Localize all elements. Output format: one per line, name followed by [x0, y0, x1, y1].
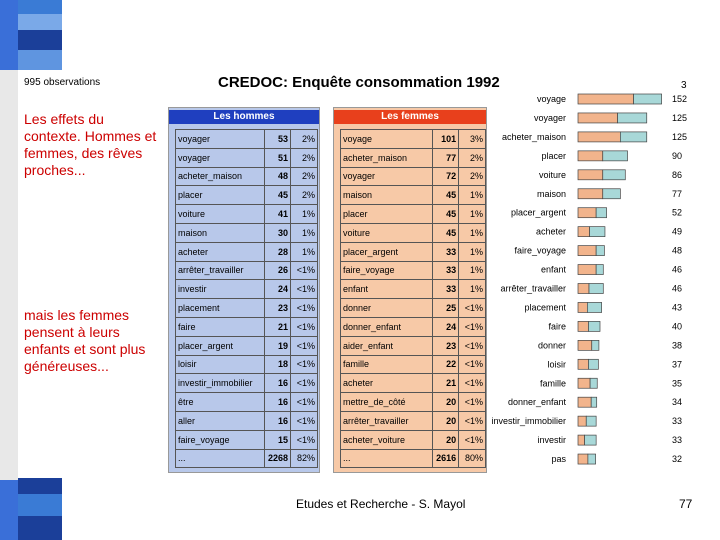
percent-cell: <1% [291, 430, 318, 449]
count-cell: 24 [433, 317, 459, 336]
word-cell: ... [176, 449, 265, 468]
table-row [341, 336, 486, 355]
count-cell: 18 [265, 355, 291, 374]
chart-category-label: voyage [536, 94, 566, 104]
table-row [341, 430, 486, 449]
table-row [176, 411, 318, 430]
bar-men [603, 170, 626, 180]
bar-women [578, 397, 591, 407]
bar-women [578, 113, 618, 123]
percent-cell: <1% [291, 411, 318, 430]
word-cell: voiture [341, 223, 433, 242]
percent-cell: 80% [459, 449, 486, 468]
bar-women [578, 189, 603, 199]
percent-cell: <1% [459, 355, 486, 374]
chart-category-label: enfant [540, 264, 566, 275]
bottom-decorative-blocks [18, 478, 62, 540]
count-cell: 23 [433, 336, 459, 355]
count-cell: 33 [433, 261, 459, 280]
percent-cell: <1% [459, 374, 486, 393]
bar-men [596, 208, 606, 218]
count-cell: 41 [265, 205, 291, 224]
bar-total-label: 38 [672, 340, 683, 351]
percent-cell: 1% [291, 205, 318, 224]
word-cell: enfant [341, 280, 433, 299]
percent-cell: 2% [459, 148, 486, 167]
women-panel [333, 107, 487, 473]
count-cell: 45 [433, 223, 459, 242]
word-cell: famille [341, 355, 433, 374]
bar-men [588, 321, 600, 331]
chart-category-label: arrêter_travailler [500, 283, 566, 294]
bar-women [578, 321, 588, 331]
count-cell: 16 [265, 374, 291, 393]
percent-cell: 1% [459, 242, 486, 261]
slide-title: CREDOC: Enquête consommation 1992 [218, 74, 500, 91]
table-row [341, 355, 486, 374]
bar-women [578, 94, 634, 104]
context-text: Les effets du contexte. Hommes et femmes, des rêves proches... [24, 111, 157, 178]
table-row [176, 148, 318, 167]
word-cell: ... [341, 449, 433, 468]
table-row [176, 242, 318, 261]
men-panel [168, 107, 320, 473]
word-cell: voyager [176, 148, 265, 167]
table-row [176, 223, 318, 242]
percent-cell: <1% [459, 336, 486, 355]
word-cell: acheter_maison [176, 167, 265, 186]
count-cell: 2268 [265, 449, 291, 468]
bar-men [587, 302, 601, 312]
count-cell: 101 [433, 130, 459, 149]
word-cell: placer_argent [341, 242, 433, 261]
count-cell: 2616 [433, 449, 459, 468]
bar-women [578, 170, 603, 180]
word-cell: acheter_maison [341, 148, 433, 167]
percent-cell: <1% [291, 355, 318, 374]
chart-category-label: voiture [538, 169, 566, 180]
word-cell: placer_argent [176, 336, 265, 355]
top-decorative-blocks [18, 0, 62, 70]
table-row [176, 167, 318, 186]
word-cell: placer [341, 205, 433, 224]
percent-cell: <1% [459, 393, 486, 412]
bar-women [578, 132, 620, 142]
left-decorative-strip [0, 0, 18, 540]
bar-women [578, 454, 588, 464]
bar-total-label: 152 [672, 94, 688, 104]
word-cell: acheter_voiture [341, 430, 433, 449]
count-cell: 19 [265, 336, 291, 355]
bar-total-label: 52 [672, 207, 683, 218]
word-cell: mettre_de_côté [341, 393, 433, 412]
bar-total-label: 125 [672, 131, 688, 142]
word-cell: placement [176, 299, 265, 318]
bar-men [603, 189, 621, 199]
percent-cell: <1% [291, 374, 318, 393]
table-row [176, 261, 318, 280]
bar-total-label: 33 [672, 435, 683, 446]
percent-cell: 2% [459, 167, 486, 186]
chart-category-label: investir_immobilier [491, 416, 566, 427]
count-cell: 23 [265, 299, 291, 318]
percent-cell: <1% [459, 299, 486, 318]
bar-women [578, 246, 596, 256]
chart-category-label: donner [537, 340, 566, 351]
percent-cell: <1% [459, 317, 486, 336]
inner-page-number: 3 [681, 80, 687, 91]
percent-cell: 1% [291, 242, 318, 261]
percent-cell: 82% [291, 449, 318, 468]
percent-cell: <1% [459, 411, 486, 430]
chart-category-label: investir [537, 435, 566, 446]
word-cell: maison [176, 223, 265, 242]
count-cell: 45 [433, 205, 459, 224]
percent-cell: 1% [459, 261, 486, 280]
word-cell: faire_voyage [341, 261, 433, 280]
word-cell: aller [176, 411, 265, 430]
table-row [176, 393, 318, 412]
men-table [175, 129, 318, 468]
table-row [341, 261, 486, 280]
count-cell: 48 [265, 167, 291, 186]
women-header: Les femmes [334, 110, 486, 124]
chart-category-label: acheter [535, 226, 566, 237]
bar-women [578, 359, 588, 369]
table-row [341, 223, 486, 242]
bar-women [578, 435, 585, 445]
table-row [341, 393, 486, 412]
word-cell: faire_voyage [176, 430, 265, 449]
chart-category-label: placer [541, 150, 566, 161]
page-number: 77 [679, 497, 693, 511]
bar-women [578, 284, 589, 294]
percent-cell: 1% [459, 223, 486, 242]
count-cell: 21 [265, 317, 291, 336]
bar-women [578, 302, 587, 312]
bar-men [588, 359, 598, 369]
bar-women [578, 265, 596, 275]
word-cell: investir_immobilier [176, 374, 265, 393]
word-cell: arrêter_travailler [341, 411, 433, 430]
bar-men [588, 454, 596, 464]
percent-cell: <1% [291, 336, 318, 355]
bar-men [618, 113, 647, 123]
word-cell: donner [341, 299, 433, 318]
bar-women [578, 378, 590, 388]
chart-category-label: faire_voyage [514, 245, 566, 256]
percent-cell: 1% [459, 186, 486, 205]
count-cell: 51 [265, 148, 291, 167]
bar-total-label: 40 [672, 321, 683, 332]
bar-total-label: 90 [672, 150, 683, 161]
word-cell: arrêter_travailler [176, 261, 265, 280]
table-row [176, 299, 318, 318]
bar-total-label: 34 [672, 397, 683, 408]
count-cell: 33 [433, 242, 459, 261]
percent-cell: <1% [291, 393, 318, 412]
bar-total-label: 46 [672, 283, 683, 294]
bar-men [620, 132, 646, 142]
footer-credit: Etudes et Recherche - S. Mayol [296, 497, 466, 511]
men-header: Les hommes [169, 110, 319, 124]
bar-total-label: 48 [672, 245, 683, 256]
percent-cell: <1% [291, 280, 318, 299]
percent-cell: 3% [459, 130, 486, 149]
bar-men [586, 416, 596, 426]
table-row [341, 242, 486, 261]
word-cell: être [176, 393, 265, 412]
percent-cell: 2% [291, 148, 318, 167]
word-cell: donner_enfant [341, 317, 433, 336]
women-text: mais les femmes pensent à leurs enfants et sont plus généreuses... [24, 307, 146, 374]
count-cell: 30 [265, 223, 291, 242]
word-cell: maison [341, 186, 433, 205]
bar-men [592, 340, 599, 350]
bar-men [591, 397, 597, 407]
bar-men [590, 378, 597, 388]
count-cell: 20 [433, 393, 459, 412]
word-cell: voyage [341, 130, 433, 149]
percent-cell: 1% [459, 280, 486, 299]
count-cell: 72 [433, 167, 459, 186]
word-cell: placer [176, 186, 265, 205]
bar-total-label: 86 [672, 169, 683, 180]
bar-men [603, 151, 628, 161]
bar-total-label: 125 [672, 112, 688, 123]
word-cell: faire [176, 317, 265, 336]
chart-category-label: placement [524, 302, 566, 313]
percent-cell: 2% [291, 186, 318, 205]
count-cell: 77 [433, 148, 459, 167]
bar-women [578, 416, 586, 426]
word-cell: loisir [176, 355, 265, 374]
bar-total-label: 33 [672, 416, 683, 427]
percent-cell: <1% [291, 261, 318, 280]
percent-cell: <1% [459, 430, 486, 449]
table-row [176, 336, 318, 355]
count-cell: 28 [265, 242, 291, 261]
bar-men [585, 435, 597, 445]
word-cell: aider_enfant [341, 336, 433, 355]
table-row [176, 374, 318, 393]
table-row [341, 186, 486, 205]
women-table [340, 129, 486, 468]
table-row [176, 355, 318, 374]
count-cell: 15 [265, 430, 291, 449]
bar-men [590, 227, 605, 237]
count-cell: 26 [265, 261, 291, 280]
count-cell: 25 [433, 299, 459, 318]
percent-cell: <1% [291, 299, 318, 318]
count-cell: 20 [433, 430, 459, 449]
count-cell: 20 [433, 411, 459, 430]
bar-total-label: 49 [672, 226, 683, 237]
table-row [341, 374, 486, 393]
bar-total-label: 77 [672, 188, 683, 199]
bar-men [634, 94, 662, 104]
word-cell: acheter [176, 242, 265, 261]
bar-women [578, 340, 592, 350]
percent-cell: <1% [291, 317, 318, 336]
count-cell: 53 [265, 130, 291, 149]
observations-count: 995 observations [24, 77, 101, 88]
word-cell: voyager [176, 130, 265, 149]
chart-category-label: donner_enfant [507, 397, 566, 408]
table-row [341, 411, 486, 430]
bar-total-label: 35 [672, 378, 683, 389]
count-cell: 45 [433, 186, 459, 205]
count-cell: 45 [265, 186, 291, 205]
count-cell: 33 [433, 280, 459, 299]
percent-cell: 2% [291, 167, 318, 186]
count-cell: 22 [433, 355, 459, 374]
table-row [176, 186, 318, 205]
table-row [341, 280, 486, 299]
chart-category-label: faire [548, 321, 566, 332]
table-row [341, 205, 486, 224]
chart-category-label: maison [536, 188, 566, 199]
table-row [176, 317, 318, 336]
chart-category-label: loisir [547, 359, 566, 370]
bar-total-label: 46 [672, 264, 683, 275]
word-cell: acheter [341, 374, 433, 393]
chart-category-label: famille [539, 378, 566, 389]
word-cell: voiture [176, 205, 265, 224]
word-cell: investir [176, 280, 265, 299]
table-row [176, 280, 318, 299]
stacked-bar-chart [486, 88, 700, 472]
table-row [341, 317, 486, 336]
count-cell: 24 [265, 280, 291, 299]
bar-women [578, 208, 596, 218]
word-cell: voyager [341, 167, 433, 186]
table-row [341, 130, 486, 149]
count-cell: 21 [433, 374, 459, 393]
percent-cell: 1% [459, 205, 486, 224]
bar-total-label: 32 [672, 454, 683, 465]
table-row [176, 430, 318, 449]
bar-total-label: 43 [672, 302, 683, 313]
table-row [176, 130, 318, 149]
table-row [176, 205, 318, 224]
chart-category-label: placer_argent [510, 207, 566, 218]
chart-category-label: pas [551, 454, 566, 465]
bar-total-label: 37 [672, 359, 683, 370]
chart-category-label: acheter_maison [501, 131, 566, 142]
count-cell: 16 [265, 393, 291, 412]
bar-women [578, 151, 603, 161]
table-row [176, 449, 318, 468]
bar-men [596, 265, 603, 275]
percent-cell: 2% [291, 130, 318, 149]
table-row [341, 167, 486, 186]
table-row [341, 449, 486, 468]
bar-women [578, 227, 590, 237]
bar-men [589, 284, 603, 294]
chart-category-label: voyager [533, 112, 566, 123]
percent-cell: 1% [291, 223, 318, 242]
table-row [341, 299, 486, 318]
table-row [341, 148, 486, 167]
bar-men [596, 246, 604, 256]
count-cell: 16 [265, 411, 291, 430]
